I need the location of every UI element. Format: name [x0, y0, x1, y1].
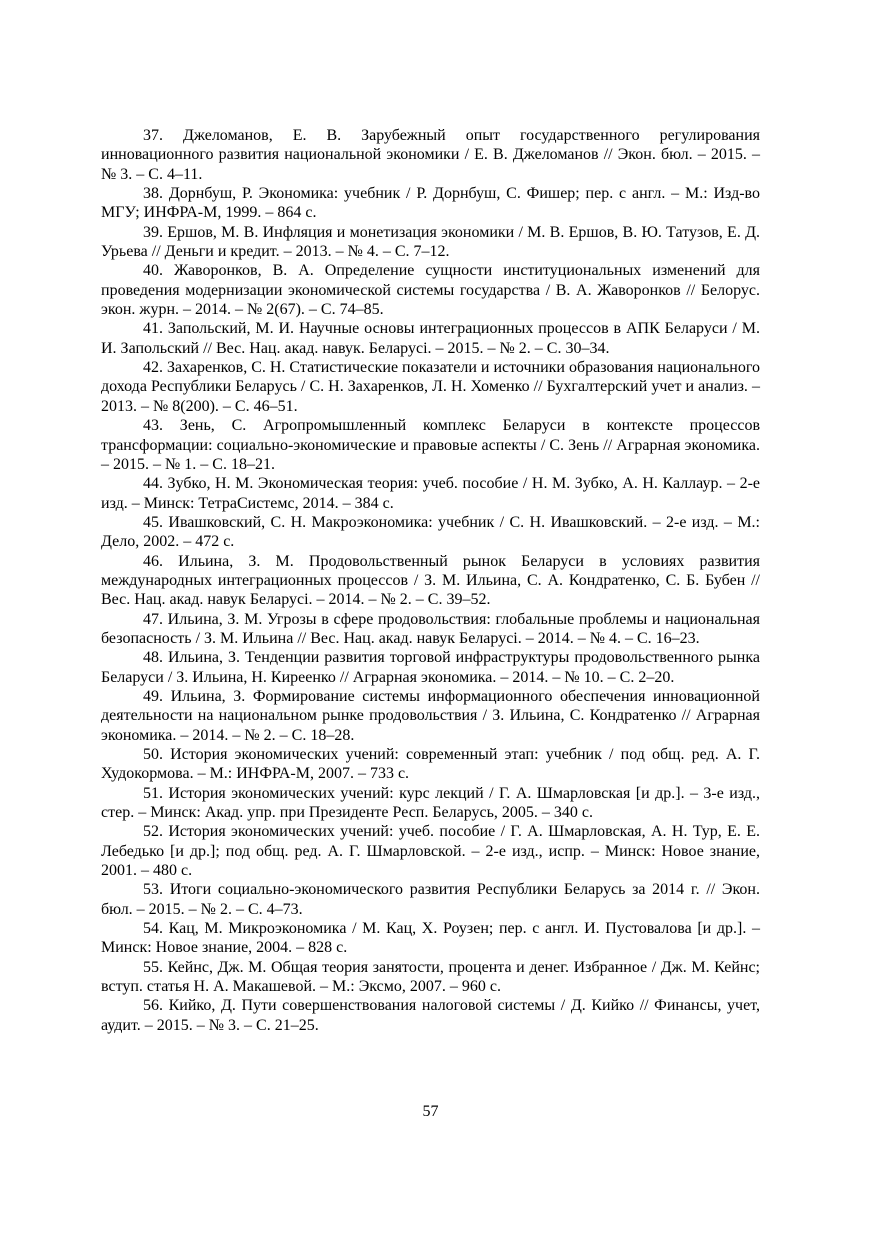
- reference-entry: 41. Запольский, М. И. Научные основы интеграционных процессов в АПК Беларуси / М. И. Запольский // Вес. Нац. акад. навук. Беларусі. – 2015. – № 2. – С. 30–34.: [101, 320, 760, 357]
- reference-entry: 55. Кейнс, Дж. М. Общая теория занятости, процента и денег. Избранное / Дж. М. Кейнс; вступ. статья Н. А. Макашевой. – М.: Эксмо, 2007. – 960 с.: [101, 958, 760, 996]
- reference-entry: 51. История экономических учений: курс лекций / Г. А. Шмарловская [и др.]. – 3-е изд., стер. – Минск: Акад. упр. при Президенте Респ. Беларусь, 2005. – 340 с.: [101, 784, 760, 822]
- reference-entry: 46. Ильина, З. М. Продовольственный рынок Беларуси в условиях развития международных интеграционных процессов / З. М. Ильина, С. А. Кондратенко, С. Б. Бубен // Вес. Нац. акад. навук Беларусі. – 2014. – № 2. – С. 39–52.: [101, 552, 760, 609]
- reference-entry: 45. Ивашковский, С. Н. Макроэкономика: учебник / С. Н. Ивашковский. – 2-е изд. – М.: Дело, 2002. – 472 с.: [101, 513, 760, 551]
- page-number: 57: [422, 1103, 439, 1120]
- reference-entry: 52. История экономических учений: учеб. пособие / Г. А. Шмарловская, А. Н. Тур, Е. Е. Лебедько [и др.]; под общ. ред. А. Г. Шмарловской. – 2-е изд., испр. – Минск: Новое знание, 2001. – 480 с.: [101, 823, 760, 880]
- reference-entry: 39. Ершов, М. В. Инфляция и монетизация экономики / М. В. Ершов, В. Ю. Татузов, Е. Д. Урьева // Деньги и кредит. – 2013. – № 4. – С. 7–12.: [101, 223, 760, 261]
- reference-entry: 47. Ильина, З. М. Угрозы в сфере продовольствия: глобальные проблемы и национальная безопасность / З. М. Ильина // Вес. Нац. акад. навук Беларусі. – 2014. – № 4. – С. 16–23.: [101, 610, 760, 647]
- reference-entry: 44. Зубко, Н. М. Экономическая теория: учеб. пособие / Н. М. Зубко, А. Н. Каллаур. – 2-е изд. – Минск: ТетраСистемс, 2014. – 384 с.: [101, 475, 760, 512]
- reference-entry: 50. История экономических учений: современный этап: учебник / под общ. ред. А. Г. Худокормова. – М.: ИНФРА-М, 2007. – 733 с.: [101, 746, 760, 783]
- reference-entry: 49. Ильина, З. Формирование системы информационного обеспечения инновационной деятельности на национальном рынке продовольствия / З. Ильина, С. Кондратенко // Аграрная экономика. – 2014. – № 2. – С. 18–28.: [101, 687, 760, 744]
- reference-entry: 40. Жаворонков, В. А. Определение сущности институциональных изменений для проведения модернизации экономической системы государства / В. А. Жаворонков // Белорус. экон. журн. – 2014. – № 2(67). – С. 74–85.: [101, 262, 760, 319]
- references-list: [101, 126, 760, 1035]
- reference-entry: 48. Ильина, З. Тенденции развития торговой инфраструктуры продовольственного рынка Беларуси / З. Ильина, Н. Киреенко // Аграрная экономика. – 2014. – № 10. – С. 2–20.: [101, 649, 760, 686]
- reference-entry: 38. Дорнбуш, Р. Экономика: учебник / Р. Дорнбуш, С. Фишер; пер. с англ. – М.: Изд-во МГУ; ИНФРА-М, 1999. – 864 с.: [101, 185, 760, 222]
- reference-entry: 43. Зень, С. Агропромышленный комплекс Беларуси в контексте процессов трансформации: социально-экономические и правовые аспекты / С. Зень // Аграрная экономика. – 2015. – № 1. – С. 18–21.: [101, 417, 760, 473]
- reference-entry: 54. Кац, М. Микроэкономика / М. Кац, Х. Роузен; пер. с англ. И. Пустовалова [и др.]. – Минск: Новое знание, 2004. – 828 с.: [101, 920, 760, 957]
- reference-entry: 56. Кийко, Д. Пути совершенствования налоговой системы / Д. Кийко // Финансы, учет, аудит. – 2015. – № 3. – С. 21–25.: [101, 997, 760, 1034]
- reference-entry: 37. Джеломанов, Е. В. Зарубежный опыт государственного регулирования инновационного развития национальной экономики / Е. В. Джеломанов // Экон. бюл. – 2015. – № 3. – С. 4–11.: [101, 127, 760, 183]
- reference-entry: 53. Итоги социально-экономического развития Республики Беларусь за 2014 г. // Экон. бюл. – 2015. – № 2. – С. 4–73.: [101, 881, 760, 918]
- reference-entry: 42. Захаренков, С. Н. Статистические показатели и источники образования национального дохода Республики Беларусь / С. Н. Захаренков, Л. Н. Хоменко // Бухгалтерский учет и анализ. – 2013. – № 8(200). – С. 46–51.: [101, 359, 760, 415]
